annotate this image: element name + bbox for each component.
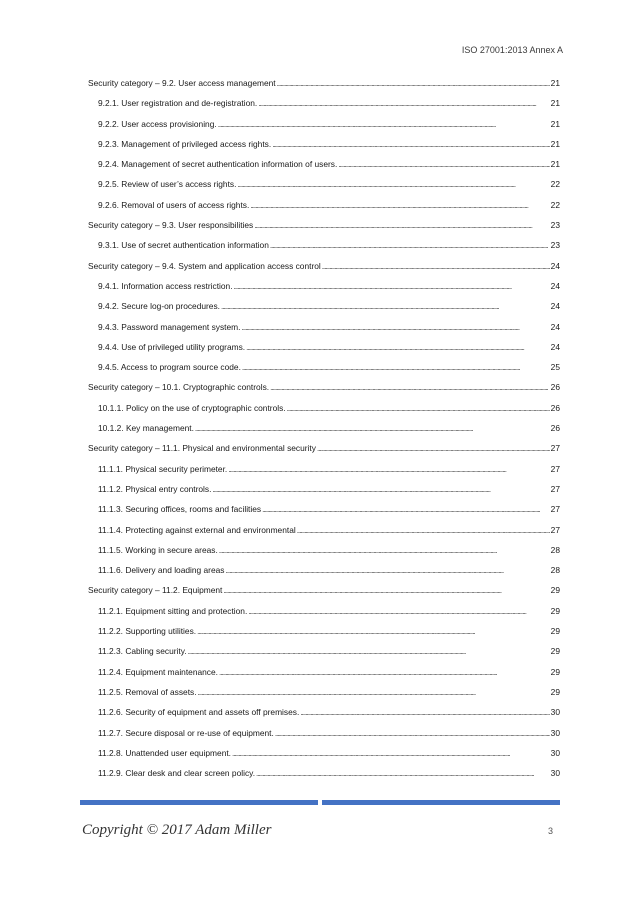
toc-entry-title: 11.2.4. Equipment maintenance. (98, 666, 218, 677)
toc-entry-page: 26 (550, 382, 560, 393)
toc-entry-title: 10.1.2. Key management. (98, 423, 194, 434)
toc-subsection-entry[interactable] (88, 565, 560, 585)
toc-dot-leader (250, 200, 549, 210)
toc-subsection-entry[interactable] (88, 200, 560, 220)
toc-dot-leader (237, 179, 549, 189)
toc-subsection-entry[interactable] (88, 240, 560, 260)
toc-dot-leader (258, 98, 549, 108)
toc-dot-leader (275, 728, 550, 738)
toc-subsection-entry[interactable] (88, 322, 560, 342)
toc-entry-title: Security category – 9.4. System and application access control (88, 260, 321, 271)
toc-entry-page: 22 (550, 179, 560, 190)
toc-dot-leader (219, 667, 550, 677)
toc-entry-page: 29 (550, 686, 560, 697)
toc-dot-leader (287, 403, 550, 413)
toc-entry-title: 11.1.5. Working in secure areas. (98, 544, 218, 555)
toc-entry-title: 10.1.1. Policy on the use of cryptographic controls. (98, 402, 286, 413)
toc-entry-title: 9.4.1. Information access restriction. (98, 280, 233, 291)
toc-subsection-entry[interactable] (88, 159, 560, 179)
toc-dot-leader (317, 443, 550, 453)
toc-dot-leader (188, 646, 550, 656)
toc-subsection-entry[interactable] (88, 281, 560, 301)
toc-entry-page: 27 (550, 483, 560, 494)
toc-entry-page: 21 (550, 159, 560, 170)
toc-entry-title: 11.2.2. Supporting utilities. (98, 626, 197, 637)
toc-entry-page: 28 (550, 544, 560, 555)
toc-entry-page: 29 (550, 605, 560, 616)
table-of-contents (88, 78, 560, 788)
toc-entry-title: 11.2.9. Clear desk and clear screen policy. (98, 768, 256, 779)
toc-subsection-entry[interactable] (88, 646, 560, 666)
toc-dot-leader (198, 687, 550, 697)
toc-dot-leader (256, 768, 550, 778)
toc-dot-leader (219, 545, 550, 555)
toc-subsection-entry[interactable] (88, 484, 560, 504)
toc-entry-page: 29 (550, 666, 560, 677)
toc-entry-page: 21 (550, 118, 560, 129)
toc-entry-title: 11.2.5. Removal of assets. (98, 686, 197, 697)
toc-entry-title: 11.1.3. Securing offices, rooms and facilities (98, 504, 262, 515)
toc-entry-page: 24 (550, 301, 560, 312)
toc-entry-page: 26 (550, 402, 560, 413)
toc-dot-leader (212, 484, 549, 494)
toc-subsection-entry[interactable] (88, 119, 560, 139)
toc-dot-leader (338, 159, 549, 169)
toc-section-entry[interactable] (88, 443, 560, 463)
toc-dot-leader (262, 504, 550, 514)
toc-subsection-entry[interactable] (88, 464, 560, 484)
toc-dot-leader (270, 240, 550, 250)
toc-section-entry[interactable] (88, 382, 560, 402)
toc-subsection-entry[interactable] (88, 179, 560, 199)
toc-subsection-entry[interactable] (88, 626, 560, 646)
toc-dot-leader (248, 606, 549, 616)
copyright-text: Copyright © 2017 Adam Miller (82, 822, 272, 838)
toc-subsection-entry[interactable] (88, 768, 560, 788)
toc-entry-title: 11.2.6. Security of equipment and assets off premises. (98, 707, 300, 718)
toc-entry-title: 11.1.1. Physical security perimeter. (98, 463, 228, 474)
toc-subsection-entry[interactable] (88, 139, 560, 159)
toc-entry-title: 9.2.3. Management of privileged access rights. (98, 138, 272, 149)
toc-entry-title: Security category – 10.1. Cryptographic controls. (88, 382, 270, 393)
toc-entry-title: Security category – 9.2. User access management (88, 78, 276, 88)
toc-entry-page: 23 (550, 240, 560, 251)
toc-entry-title: Security category – 11.2. Equipment (88, 585, 223, 596)
toc-entry-page: 27 (550, 524, 560, 535)
toc-entry-title: 9.2.1. User registration and de-registration. (98, 98, 258, 109)
toc-entry-title: 9.2.4. Management of secret authentication information of users. (98, 159, 338, 170)
toc-entry-title: 11.2.8. Unattended user equipment. (98, 747, 232, 758)
toc-subsection-entry[interactable] (88, 728, 560, 748)
toc-entry-title: 11.1.4. Protecting against external and environmental (98, 524, 296, 535)
toc-subsection-entry[interactable] (88, 525, 560, 545)
toc-dot-leader (221, 301, 550, 311)
toc-entry-title: 9.4.2. Secure log-on procedures. (98, 301, 220, 312)
toc-section-entry[interactable] (88, 220, 560, 240)
toc-subsection-entry[interactable] (88, 98, 560, 118)
toc-entry-page: 24 (550, 280, 560, 291)
toc-entry-page: 30 (550, 747, 560, 758)
toc-dot-leader (225, 565, 549, 575)
footer-rule (80, 800, 560, 805)
toc-dot-leader (218, 119, 550, 129)
toc-subsection-entry[interactable] (88, 707, 560, 727)
toc-entry-title: 11.1.2. Physical entry controls. (98, 483, 212, 494)
toc-subsection-entry[interactable] (88, 403, 560, 423)
toc-entry-title: 9.4.5. Access to program source code. (98, 362, 241, 373)
toc-entry-title: 11.2.1. Equipment sitting and protection. (98, 605, 248, 616)
toc-subsection-entry[interactable] (88, 362, 560, 382)
toc-section-entry[interactable] (88, 78, 560, 98)
toc-entry-page: 23 (550, 220, 560, 231)
toc-entry-page: 27 (550, 463, 560, 474)
toc-dot-leader (242, 362, 550, 372)
page-header: ISO 27001:2013 Annex A (461, 45, 563, 55)
toc-subsection-entry[interactable] (88, 504, 560, 524)
toc-subsection-entry[interactable] (88, 545, 560, 565)
toc-dot-leader (223, 585, 549, 595)
toc-entry-title: 11.2.7. Secure disposal or re-use of equipment. (98, 727, 274, 738)
toc-dot-leader (277, 78, 550, 88)
toc-dot-leader (197, 626, 550, 636)
toc-entry-page: 27 (550, 443, 560, 454)
toc-entry-title: 11.1.6. Delivery and loading areas (98, 565, 225, 576)
toc-dot-leader (232, 748, 550, 758)
toc-entry-page: 25 (550, 362, 560, 373)
toc-entry-page: 28 (550, 565, 560, 576)
toc-entry-title: 9.2.5. Review of user’s access rights. (98, 179, 237, 190)
toc-entry-page: 30 (550, 727, 560, 738)
toc-entry-page: 24 (550, 321, 560, 332)
toc-entry-title: 9.3.1. Use of secret authentication information (98, 240, 269, 251)
footer-rule-notch (318, 800, 322, 805)
toc-entry-page: 29 (550, 626, 560, 637)
toc-entry-page: 27 (550, 504, 560, 515)
toc-entry-title: 9.2.2. User access provisioning. (98, 118, 217, 129)
toc-section-entry[interactable] (88, 585, 560, 605)
toc-entry-page: 21 (550, 98, 560, 109)
toc-entry-page: 21 (550, 78, 560, 88)
toc-subsection-entry[interactable] (88, 606, 560, 626)
toc-subsection-entry[interactable] (88, 667, 560, 687)
toc-dot-leader (272, 139, 549, 149)
toc-subsection-entry[interactable] (88, 342, 560, 362)
toc-dot-leader (246, 342, 550, 352)
toc-dot-leader (241, 322, 549, 332)
toc-entry-title: Security category – 9.3. User responsibilities (88, 220, 254, 231)
toc-entry-page: 21 (550, 138, 560, 149)
toc-entry-title: Security category – 11.1. Physical and environmental security (88, 443, 316, 454)
toc-subsection-entry[interactable] (88, 748, 560, 768)
toc-dot-leader (270, 382, 550, 392)
toc-entry-page: 26 (550, 423, 560, 434)
toc-entry-page: 29 (550, 646, 560, 657)
toc-section-entry[interactable] (88, 261, 560, 281)
toc-subsection-entry[interactable] (88, 423, 560, 443)
toc-entry-title: 9.4.3. Password management system. (98, 321, 241, 332)
page-number: 3 (547, 826, 553, 836)
toc-entry-page: 30 (550, 768, 560, 779)
toc-entry-page: 24 (550, 341, 560, 352)
toc-entry-page: 30 (550, 707, 560, 718)
toc-dot-leader (322, 261, 550, 271)
toc-dot-leader (300, 707, 549, 717)
toc-subsection-entry[interactable] (88, 301, 560, 321)
toc-entry-page: 22 (550, 199, 560, 210)
toc-entry-page: 29 (550, 585, 560, 596)
toc-entry-title: 9.4.4. Use of privileged utility programs. (98, 341, 246, 352)
toc-entry-title: 11.2.3. Cabling security. (98, 646, 187, 657)
toc-dot-leader (234, 281, 550, 291)
toc-subsection-entry[interactable] (88, 687, 560, 707)
toc-dot-leader (297, 525, 550, 535)
toc-dot-leader (254, 220, 549, 230)
toc-entry-page: 24 (550, 260, 560, 271)
toc-dot-leader (228, 464, 549, 474)
toc-dot-leader (195, 423, 550, 433)
toc-entry-title: 9.2.6. Removal of users of access rights. (98, 199, 250, 210)
